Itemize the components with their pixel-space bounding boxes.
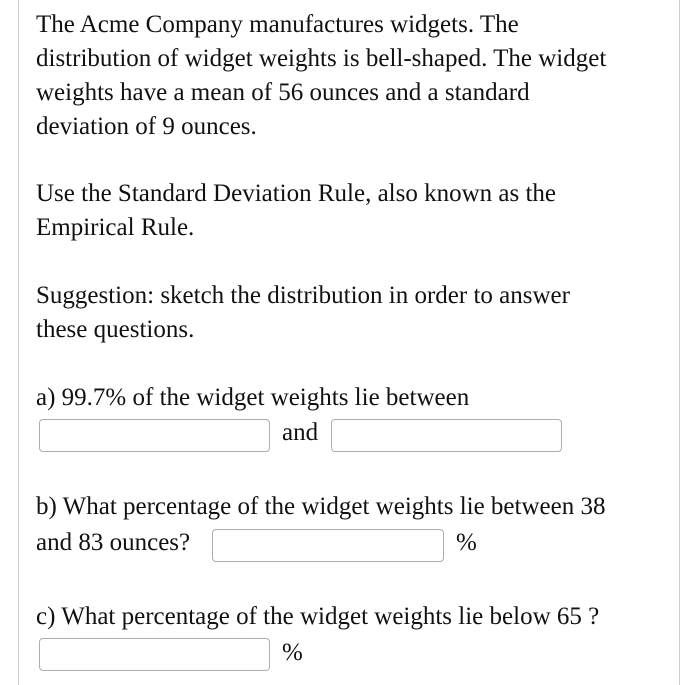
answer-b-input[interactable] — [212, 529, 444, 562]
question-a-prompt: a) 99.7% of the widget weights lie between — [36, 384, 470, 411]
question-c-prompt: c) What percentage of the widget weights lie below 65 ? — [36, 603, 600, 630]
intro-line-2: distribution of widget weights is bell-shaped. The widget — [36, 45, 607, 72]
question-b-line-1: b) What percentage of the widget weights lie between 38 — [36, 493, 606, 520]
answer-c-input[interactable] — [39, 638, 270, 671]
suggestion-line-1: Suggestion: sketch the distribution in order to answer — [36, 282, 570, 309]
intro-line-1: The Acme Company manufactures widgets. The — [36, 11, 519, 38]
intro-line-4: deviation of 9 ounces. — [36, 113, 257, 140]
question-b-percent-label: % — [456, 529, 477, 556]
question-a-and-label: and — [282, 419, 319, 446]
rule-line-1: Use the Standard Deviation Rule, also known as the — [36, 180, 557, 207]
answer-a-lower-input[interactable] — [39, 419, 270, 452]
question-b-line-2: and 83 ounces? — [36, 529, 191, 556]
rule-line-2: Empirical Rule. — [36, 214, 195, 241]
answer-a-upper-input[interactable] — [331, 419, 562, 452]
question-c-percent-label: % — [282, 639, 303, 666]
intro-line-3: weights have a mean of 56 ounces and a standard — [36, 79, 530, 106]
suggestion-line-2: these questions. — [36, 316, 195, 343]
